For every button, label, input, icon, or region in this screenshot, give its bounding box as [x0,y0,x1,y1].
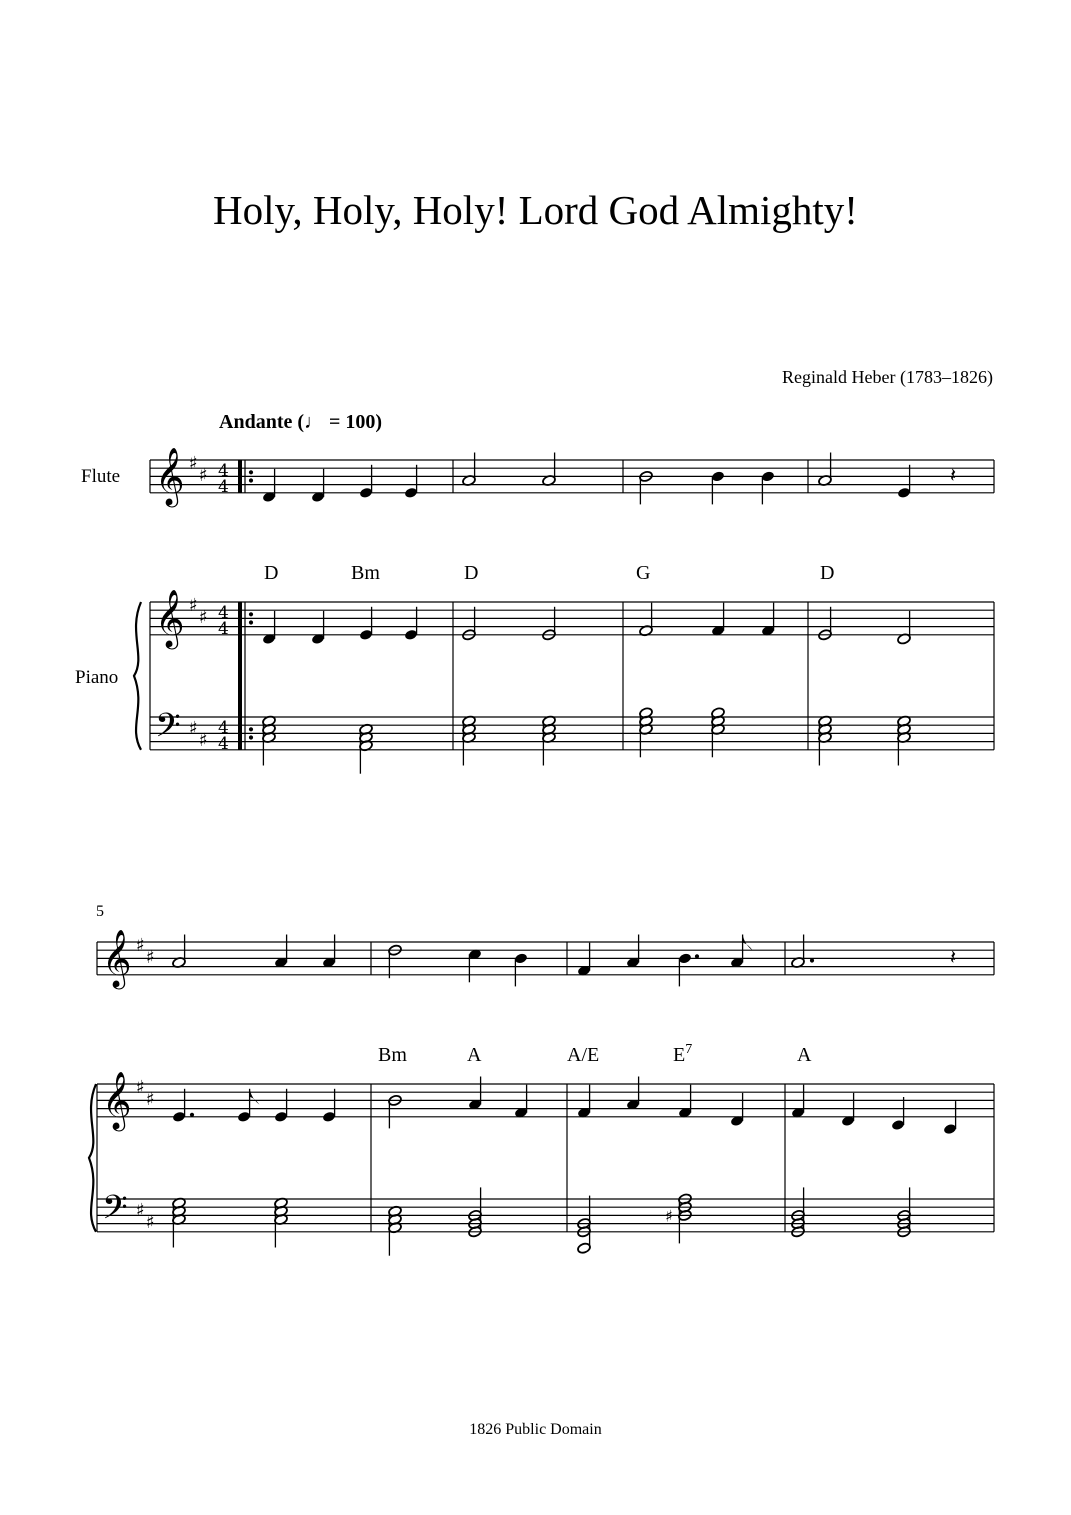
measure-number: 5 [96,903,104,920]
treble-clef-icon: 𝄞 [155,589,185,647]
bass-clef-icon: 𝄢 [155,707,181,753]
tempo-label: Andante ( [219,411,305,433]
accidental-sharp-icon: ♯ [665,1206,673,1226]
augmentation-dot [190,1113,194,1117]
chord-root: E [673,1044,686,1066]
chord-symbol: A [797,1044,812,1066]
tempo-value: = 100) [324,411,383,433]
quarter-note-icon: ♩ [304,411,325,433]
augmentation-dot [810,958,814,962]
chord-symbol: A [467,1044,482,1066]
time-signature-denominator: 4 [218,734,229,754]
key-signature-sharp-icon: ♯ [146,1212,155,1233]
treble-clef-icon: 𝄞 [102,1071,132,1129]
chord-symbol: D [264,562,279,584]
time-signature-denominator: 4 [218,619,229,639]
augmentation-dot [249,735,253,739]
chord-symbol: Bm [378,1044,407,1066]
augmentation-dot [249,478,253,482]
augmentation-dot [249,470,253,474]
key-signature-sharp-icon: ♯ [189,718,198,739]
bass-clef-icon: 𝄢 [102,1189,128,1235]
key-signature-sharp-icon: ♯ [136,1077,145,1098]
time-signature-numerator: 4 [218,603,229,623]
augmentation-dot [249,620,253,624]
quarter-rest-icon: 𝄽 [950,945,957,969]
key-signature-sharp-icon: ♯ [146,947,155,968]
treble-clef-icon: 𝄞 [155,447,185,505]
chord-symbol: Bm [351,562,380,584]
footer-copyright: 1826 Public Domain [469,1421,602,1438]
flute-label: Flute [81,466,121,487]
quarter-rest-icon: 𝄽 [950,463,957,487]
key-signature-sharp-icon: ♯ [136,1200,145,1221]
treble-clef-icon: 𝄞 [102,929,132,987]
note-flag [250,1089,260,1105]
key-signature-sharp-icon: ♯ [146,1089,155,1110]
piano-brace [89,1084,96,1232]
piano-label: Piano [75,667,119,688]
chord-symbol: D [464,562,479,584]
key-signature-sharp-icon: ♯ [199,607,208,628]
composer-credit: Reginald Heber (1783–1826) [782,367,993,387]
chord-symbol: G [636,562,651,584]
piano-brace [134,602,141,750]
score-title: Holy, Holy, Holy! Lord God Almighty! [213,187,858,233]
time-signature-numerator: 4 [218,718,229,738]
key-signature-sharp-icon: ♯ [136,935,145,956]
key-signature-sharp-icon: ♯ [199,730,208,751]
chord-extension: 7 [685,1042,693,1057]
key-signature-sharp-icon: ♯ [199,465,208,486]
augmentation-dot [249,612,253,616]
chord-symbol [673,1042,692,1066]
augmentation-dot [695,954,699,958]
augmentation-dot [249,727,253,731]
chord-symbol: A/E [567,1044,600,1066]
key-signature-sharp-icon: ♯ [189,595,198,616]
key-signature-sharp-icon: ♯ [189,453,198,474]
time-signature-denominator: 4 [218,477,229,497]
time-signature-numerator: 4 [218,461,229,481]
chord-symbol: D [820,562,835,584]
